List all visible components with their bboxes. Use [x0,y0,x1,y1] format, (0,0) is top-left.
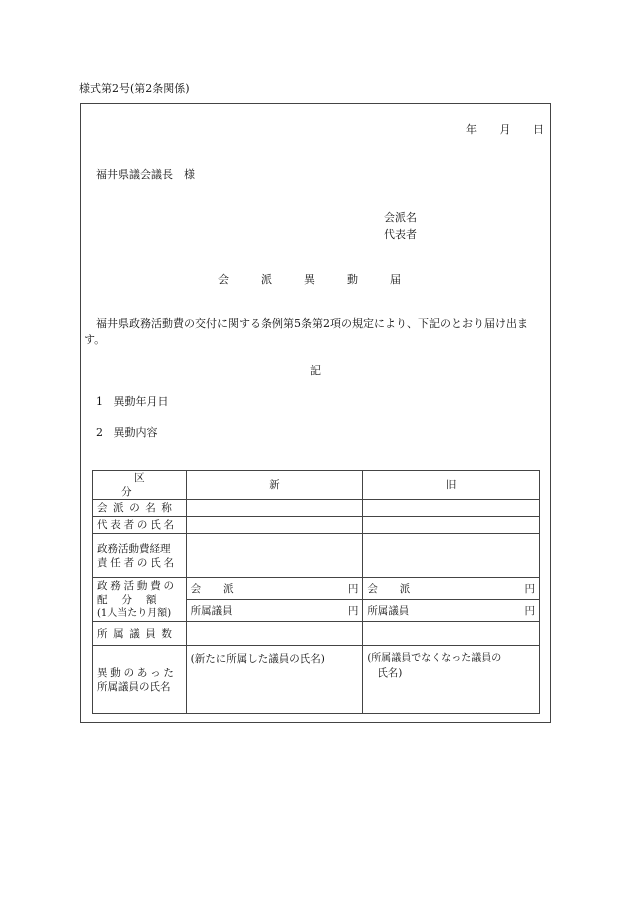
left-members-note-l2: 氏名) [377,667,403,679]
cell-old-alloc-faction[interactable] [363,578,540,600]
row-label-allocation-l2: 配分額 [97,593,171,606]
item-2-num: 2 [96,426,103,439]
cell-new-members[interactable] [186,646,363,714]
alloc-member-label: 所属議員 [190,604,233,617]
row-label-accounting-l1: 政務活動費経理 [97,542,171,555]
cell-old-accounting[interactable] [363,534,540,578]
item-2-label: 異動内容 [113,426,158,439]
new-members-note: (新たに所属した議員の氏名) [190,653,325,665]
cell-new-rep-name[interactable] [186,517,363,534]
form-number-label: 様式第2号(第2条関係) [79,82,190,95]
row-label-changed-l2: 所属議員の氏名 [97,680,171,693]
row-label-faction-name: 会派の名称 [97,502,178,514]
item-1-label: 異動年月日 [113,395,169,408]
cell-old-faction-name[interactable] [363,500,540,517]
alloc-faction-label: 会派 [190,582,256,595]
addressee: 福井県議会議長 様 [96,168,195,181]
table-row [93,578,540,600]
header-category: 区分 [121,472,171,498]
table-row [93,534,540,578]
item-1-num: 1 [96,395,103,408]
cell-old-member-count[interactable] [363,622,540,646]
cell-old-rep-name[interactable] [363,517,540,534]
item-2 [96,424,158,440]
row-label-allocation-l3: (1人当たり月額) [97,607,172,619]
header-old: 旧 [363,471,540,500]
date-day: 日 [533,123,544,136]
table-row [93,646,540,714]
table-header-row [93,471,540,500]
cell-new-member-count[interactable] [186,622,363,646]
document-title: 会派異動届 [218,273,433,286]
date-year: 年 [466,123,477,136]
cell-new-faction-name[interactable] [186,500,363,517]
yen-label: 円 [347,604,359,617]
item-1 [96,393,169,409]
cell-new-accounting[interactable] [186,534,363,578]
cell-new-alloc-faction[interactable] [186,578,363,600]
table-row [93,517,540,534]
table-row [93,500,540,517]
yen-label: 円 [524,582,535,595]
row-label-member-count: 所属議員数 [97,627,178,640]
row-label-allocation-l1: 政務活動費の [97,579,177,592]
sender-faction-name: 会派名 [384,211,417,224]
change-table [92,470,540,714]
yen-label: 円 [347,582,359,595]
date-line [466,121,544,137]
header-new: 新 [186,471,363,500]
date-month: 月 [499,123,511,136]
alloc-faction-label: 会派 [367,582,433,595]
row-label-accounting-l2: 責任者の氏名 [97,556,177,569]
cell-new-alloc-member[interactable] [186,600,363,622]
yen-label: 円 [524,604,535,617]
ki-label: 記 [310,364,321,377]
cell-old-alloc-member[interactable] [363,600,540,622]
sender-representative: 代表者 [384,228,417,241]
cell-left-members[interactable] [363,646,540,714]
alloc-member-label: 所属議員 [367,604,410,617]
body-text: 福井県政務活動費の交付に関する条例第5条第2項の規定により、下記のとおり届け出ます。 [84,317,528,346]
table-row [93,622,540,646]
row-label-rep-name: 代表者の氏名 [97,519,177,531]
left-members-note-l1: (所属議員でなくなった議員の [367,653,502,664]
row-label-changed-l1: 異動のあった [97,666,177,679]
